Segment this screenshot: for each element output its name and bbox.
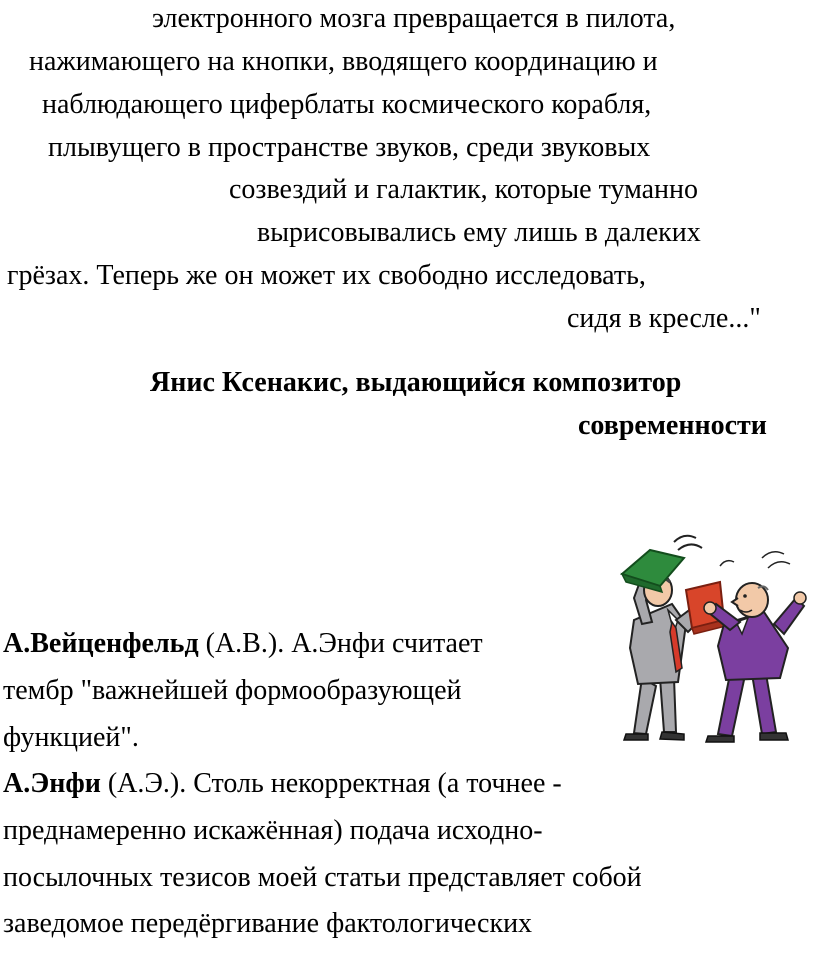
speaker-initials: (А.Э.): [107, 768, 180, 799]
speaker-name: А.Вейценфельд: [3, 628, 199, 659]
quote-line-7: грёзах. Теперь же он может их свободно исследовать,: [7, 260, 646, 291]
ae-paragraph-line-1: [3, 767, 562, 801]
attribution-line-1: Янис Ксенакис, выдающийся композитор: [150, 367, 682, 398]
paragraph-text: . А.Энфи считает: [277, 628, 483, 659]
speaker-initials: (А.В.): [205, 628, 278, 659]
speaker-name: А.Энфи: [3, 768, 101, 799]
ae-paragraph-line-4: заведомое передёргивание фактологических: [3, 908, 533, 939]
quote-line-1: электронного мозга превращается в пилота,: [152, 3, 676, 34]
ae-paragraph-line-2: преднамеренно искажённая) подача исходно-: [3, 815, 543, 846]
paragraph-text: . Столь некорректная (а точнее -: [179, 768, 562, 799]
quote-line-5: созвездий и галактик, которые туманно: [229, 174, 699, 205]
attribution-line-2: современности: [578, 410, 767, 441]
av-paragraph-line-1: [3, 627, 483, 661]
quote-line-4: плывущего в пространстве звуков, среди звуковых: [48, 132, 651, 163]
quote-line-3: наблюдающего циферблаты космического корабля,: [42, 89, 652, 120]
quote-line-6: вырисовывались ему лишь в далеких: [257, 217, 701, 248]
quote-line-2: нажимающего на кнопки, вводящего координацию и: [29, 46, 658, 77]
ae-paragraph-line-3: посылочных тезисов моей статьи представляет собой: [3, 862, 642, 893]
quote-line-8: сидя в кресле...": [567, 303, 761, 334]
av-paragraph-line-3: функцией".: [3, 722, 139, 753]
arguing-men-cartoon-icon: [612, 528, 816, 754]
av-paragraph-line-2: тембр "важнейшей формообразующей: [3, 675, 462, 706]
